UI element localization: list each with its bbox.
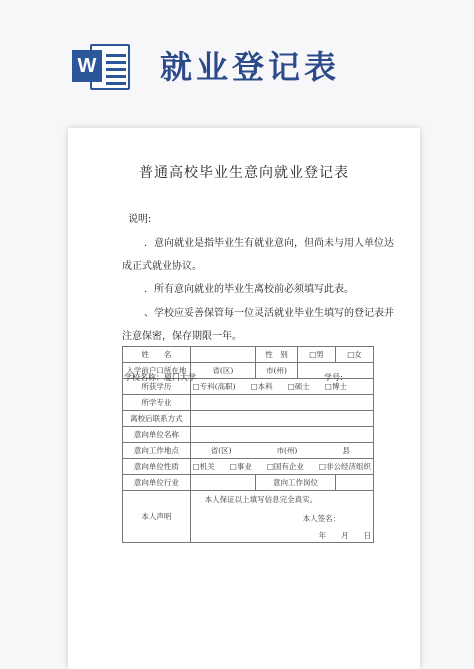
gender-male-checkbox[interactable]: □男 xyxy=(298,347,336,363)
instruction-line: 、学校应妥善保管每一位灵活就业毕业生填写的登记表并 xyxy=(144,308,394,319)
instruction-line: ．意向就业是指毕业生有就业意向，但尚未与用人单位达 xyxy=(144,238,394,249)
instructions-heading: 说明: xyxy=(128,214,152,225)
residence-province-field[interactable]: 省(区) xyxy=(190,363,255,379)
contact-field[interactable] xyxy=(190,411,373,427)
declaration-cell xyxy=(190,491,373,543)
table-row xyxy=(123,443,374,459)
work-place-label: 意向工作地点 xyxy=(123,443,191,459)
document-title: 普通高校毕业生意向就业登记表 xyxy=(139,165,349,181)
position-field[interactable] xyxy=(336,475,374,491)
declaration-label: 本人声明 xyxy=(123,491,191,543)
gender-label: 性 别 xyxy=(256,347,298,363)
name-field[interactable] xyxy=(190,347,255,363)
table-row xyxy=(123,427,374,443)
signature-label[interactable]: 本人签名： xyxy=(302,514,341,523)
residence-label: 入学前户口所在地 xyxy=(123,363,191,379)
residence-city-field[interactable]: 市(州) xyxy=(256,363,298,379)
instruction-line: 注意保密，保存期限一年。 xyxy=(122,331,242,342)
document-page xyxy=(68,128,420,669)
table-row xyxy=(123,347,374,363)
instruction-line: 成正式就业协议。 xyxy=(122,261,202,272)
employer-type-options[interactable]: □机关 □事业 □国有企业 □非公经济组织 xyxy=(190,459,373,475)
major-field[interactable] xyxy=(190,395,373,411)
position-label: 意向工作岗位 xyxy=(256,475,336,491)
word-app-icon xyxy=(72,40,130,92)
table-row xyxy=(123,475,374,491)
name-label: 姓 名 xyxy=(123,347,191,363)
gender-female-checkbox[interactable]: □女 xyxy=(336,347,374,363)
word-badge-letter: W xyxy=(72,50,102,82)
degree-label: 所获学历 xyxy=(123,379,191,395)
declaration-text: 本人保证以上填写信息完全真实。 xyxy=(204,495,318,504)
instruction-line: ．所有意向就业的毕业生离校前必须填写此表。 xyxy=(144,284,354,295)
signature-date[interactable]: 年 月 日 xyxy=(318,531,372,540)
document-banner xyxy=(0,0,474,130)
employer-type-label: 意向单位性质 xyxy=(123,459,191,475)
table-row xyxy=(123,459,374,475)
industry-label: 意向单位行业 xyxy=(123,475,191,491)
major-label: 所学专业 xyxy=(123,395,191,411)
degree-options[interactable]: □专科(高职) □本科 □硕士 □博士 xyxy=(190,379,373,395)
table-row xyxy=(123,395,374,411)
contact-label: 离校后联系方式 xyxy=(123,411,191,427)
banner-title: 就业登记表 xyxy=(160,48,341,86)
employer-label: 意向单位名称 xyxy=(123,427,191,443)
student-id-label: 学号: xyxy=(324,373,343,382)
table-row xyxy=(123,411,374,427)
industry-field[interactable] xyxy=(190,475,255,491)
table-row xyxy=(123,491,374,543)
work-place-field[interactable]: 省(区) 市(州) 县 xyxy=(190,443,373,459)
school-name-label: 学校名称：厦门大学 xyxy=(124,373,196,382)
employer-field[interactable] xyxy=(190,427,373,443)
